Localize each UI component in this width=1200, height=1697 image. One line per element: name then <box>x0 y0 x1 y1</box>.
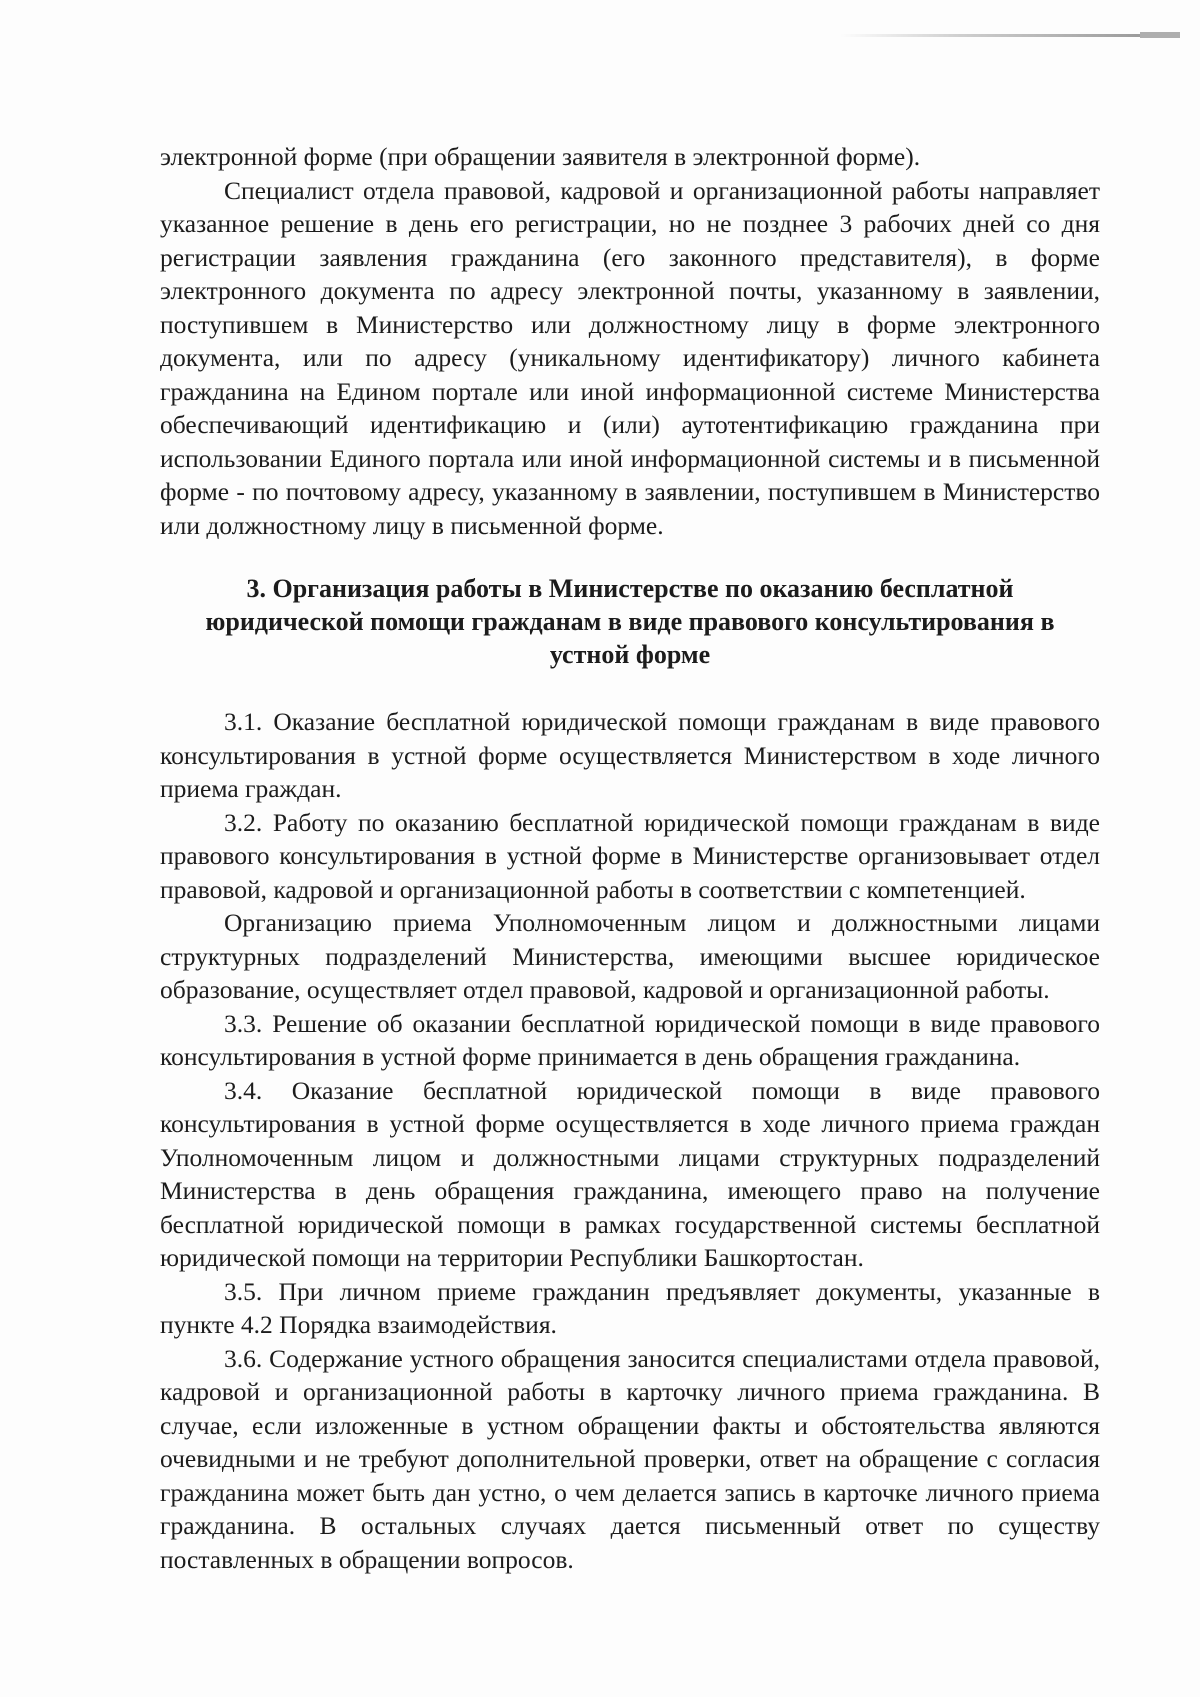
paragraph-continuation: электронной форме (при обращении заявителя в электронной форме). <box>160 142 921 171</box>
scan-artifact <box>1140 32 1180 38</box>
paragraph-3-6: 3.6. Содержание устного обращения заносится специалистами отдела правовой, кадровой и организационной работы в карточку личного приема гражданина. В случае, если изложенные в устном обращении факты и обстоятельства являются очевидными и не требуют дополнительной проверки, ответ на обращение с согласия гражданина может быть дан устно, о чем делается запись в карточке личного приема гражданина. В остальных случаях дается письменный ответ по существу поставленных в обращении вопросов. <box>160 1343 1100 1574</box>
paragraph-3-2: 3.2. Работу по оказанию бесплатной юридической помощи гражданам в виде правового консультирования в устной форме в Министерстве организовывает отдел правовой, кадровой и организационной работы в соответствии с компетенцией. <box>160 807 1100 904</box>
scan-artifact <box>840 34 1140 37</box>
paragraph-reception-organization: Организацию приема Уполномоченным лицом и должностными лицами структурных подразделений Министерства, имеющими высшее юридическое образование, осуществляет отдел правовой, кадровой и организационной работы. <box>160 908 1100 1004</box>
paragraph-3-4: 3.4. Оказание бесплатной юридической помощи в виде правового консультирования в устной форме осуществляется в ходе личного приема граждан Уполномоченным лицом и должностными лицами структурных подразделений Министерства в день обращения гражданина, имеющего право на получение бесплатной юридической помощи в рамках государственной системы бесплатной юридической помощи на территории Республики Башкортостан. <box>160 1075 1100 1272</box>
paragraph-3-3: 3.3. Решение об оказании бесплатной юридической помощи в виде правового консультирования в устной форме принимается в день обращения гражданина. <box>160 1008 1100 1071</box>
document-body <box>160 140 1100 1576</box>
paragraph-specialist: Специалист отдела правовой, кадровой и организационной работы направляет указанное решение в день его регистрации, но не позднее 3 рабочих дней со дня регистрации заявления гражданина (его законного представителя), в форме электронного документа по адресу электронной почты, указанному в заявлении, поступившем в Министерство или должностному лицу в форме электронного документа, или по адресу (уникальному идентификатору) личного кабинета гражданина на Едином портале или иной информационной системе Министерства обеспечивающий идентификацию и (или) аутотентификацию гражданина при использовании Единого портала или иной информационной системы и в письменной форме - по почтовому адресу, указанному в заявлении, поступившем в Министерство или должностному лицу в письменной форме. <box>160 175 1100 540</box>
paragraph-3-5: 3.5. При личном приеме гражданин предъявляет документы, указанные в пункте 4.2 Порядка взаимодействия. <box>160 1276 1100 1339</box>
paragraph-3-1: 3.1. Оказание бесплатной юридической помощи гражданам в виде правового консультирования в устной форме осуществляется Министерством в ходе личного приема граждан. <box>160 707 1100 803</box>
section-heading: 3. Организация работы в Министерстве по оказанию бесплатной юридической помощи гражданам в виде правового консультирования в устной форме <box>205 574 1055 669</box>
